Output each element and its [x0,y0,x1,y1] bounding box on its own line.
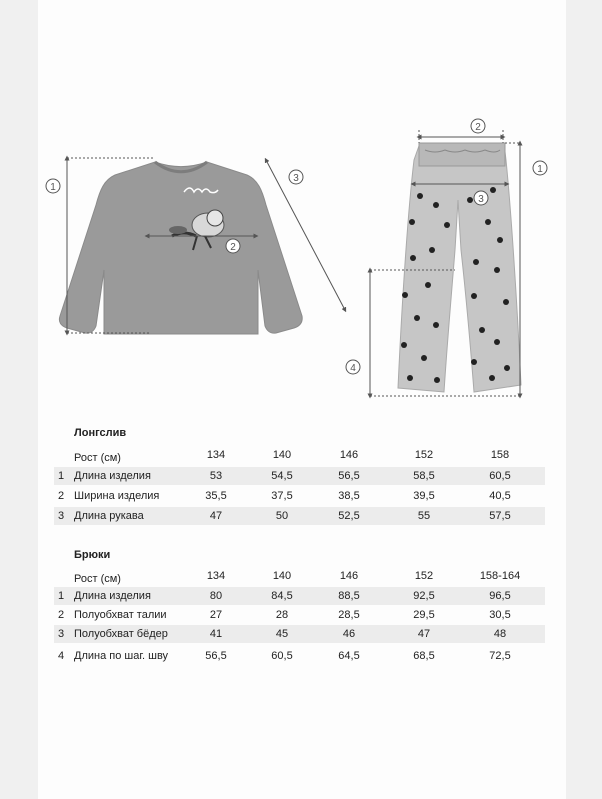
cell: 56,5 [205,650,227,662]
cell: 30,5 [489,609,511,621]
pants-height-label: Рост (см) [74,573,121,585]
marker-shirt-2 [226,239,240,253]
cell: 47 [209,510,223,522]
longsleeve-height-label: Рост (см) [74,452,121,464]
size-col: 158-164 [479,570,521,582]
svg-text:1: 1 [50,182,56,193]
marker-shirt-3 [289,170,303,184]
cell: 54,5 [271,470,293,482]
cell: 38,5 [338,490,360,502]
row-number: 2 [58,490,65,502]
cell: 64,5 [338,650,360,662]
cell: 52,5 [338,510,360,522]
cell: 28 [275,609,289,621]
cell: 29,5 [413,609,435,621]
cell: 35,5 [205,490,227,502]
size-col: 152 [414,449,434,461]
table-row [54,647,545,665]
cell: 46 [342,628,356,640]
size-col: 152 [414,570,434,582]
table-row [54,606,545,624]
cell: 39,5 [413,490,435,502]
svg-text:2: 2 [230,242,236,253]
cell: 48 [493,628,507,640]
cell: 80 [209,590,223,602]
row-label: Длина изделия [74,590,151,602]
cell: 41 [209,628,223,640]
size-col: 134 [206,449,226,461]
cell: 27 [209,609,223,621]
svg-text:3: 3 [293,173,299,184]
row-label: Длина рукава [74,510,144,522]
row-number: 1 [58,470,65,482]
row-number: 1 [58,590,65,602]
row-number: 3 [58,510,65,522]
cell: 58,5 [413,470,435,482]
cell: 53 [209,470,223,482]
table-row [54,467,545,485]
row-number: 3 [58,628,65,640]
longsleeve-illustration [59,162,302,334]
pants-illustration [398,143,521,392]
cell: 37,5 [271,490,293,502]
cell: 28,5 [338,609,360,621]
pants-title: Брюки [74,549,111,561]
size-col: 158 [490,449,510,461]
table-row [54,587,545,605]
marker-pants-4 [346,360,360,374]
row-label: Ширина изделия [74,490,160,502]
svg-text:3: 3 [478,194,484,205]
row-label: Длина по шаг. шву [74,650,169,662]
cell: 40,5 [489,490,511,502]
svg-text:2: 2 [475,122,481,133]
cell: 68,5 [413,650,435,662]
cell: 45 [275,628,289,640]
size-col: 140 [272,570,292,582]
row-label: Полуобхват бёдер [74,628,168,640]
cell: 84,5 [271,590,293,602]
size-col: 146 [339,449,359,461]
table-row [54,625,545,643]
svg-text:1: 1 [537,164,543,175]
cell: 60,5 [489,470,511,482]
row-label: Длина изделия [74,470,151,482]
cell: 92,5 [413,590,435,602]
row-label: Полуобхват талии [74,609,167,621]
marker-shirt-1 [46,179,60,193]
cell: 56,5 [338,470,360,482]
size-col: 134 [206,570,226,582]
cell: 47 [417,628,431,640]
cell: 96,5 [489,590,511,602]
marker-pants-1 [533,161,547,175]
cell: 55 [417,510,431,522]
svg-text:4: 4 [350,363,356,374]
cell: 88,5 [338,590,360,602]
size-col: 140 [272,449,292,461]
marker-pants-2 [471,119,485,133]
cell: 72,5 [489,650,511,662]
marker-pants-3 [474,191,488,205]
row-number: 4 [58,650,65,662]
table-row [54,487,545,505]
longsleeve-title: Лонгслив [74,427,127,439]
size-col: 146 [339,570,359,582]
cell: 60,5 [271,650,293,662]
cell: 50 [275,510,289,522]
cell: 57,5 [489,510,511,522]
table-row [54,507,545,525]
row-number: 2 [58,609,65,621]
